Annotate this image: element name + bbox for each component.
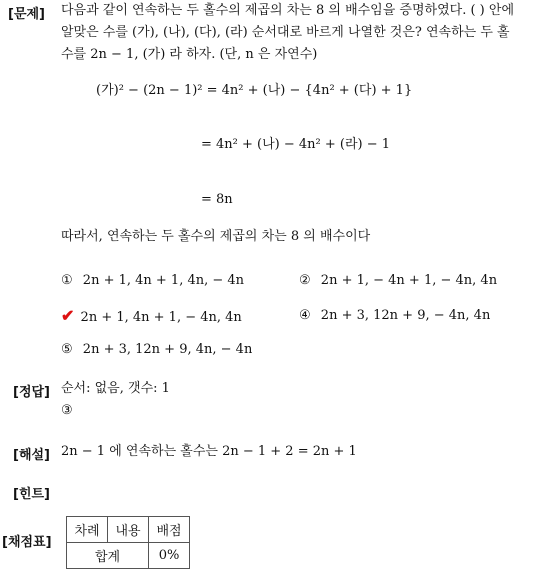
scoring-header-row	[67, 517, 190, 543]
choice-1[interactable]	[61, 270, 244, 292]
answer-order-text: 순서: 없음, 갯수: 1	[61, 381, 170, 396]
choice-3[interactable]	[61, 305, 242, 329]
equation-line-3: = 8n	[201, 192, 233, 207]
scoring-total-value: 0%	[149, 543, 190, 569]
scoring-header-content: 내용	[108, 517, 149, 543]
explanation-text: 2n − 1 에 연속하는 홀수는 2n − 1 + 2 = 2n + 1	[61, 444, 357, 459]
choice-3-text: 2n + 1, 4n + 1, − 4n, 4n	[80, 310, 242, 325]
scoring-header-points: 배점	[149, 517, 190, 543]
check-mark-icon: ✔	[61, 306, 75, 325]
choice-2[interactable]	[299, 270, 497, 292]
choice-5-text: 2n + 3, 12n + 9, 4n, − 4n	[82, 342, 253, 357]
choice-4[interactable]	[299, 305, 490, 327]
equation-line-2: = 4n² + (나) − 4n² + (라) − 1	[201, 137, 391, 152]
choice-5[interactable]	[61, 339, 252, 361]
explanation-label: [해설]	[13, 448, 50, 463]
equation-line-1: (가)² − (2n − 1)² = 4n² + (나) − {4n² + (다) + 1}	[96, 83, 413, 98]
scoring-table	[66, 516, 190, 569]
hint-label: [힌트]	[13, 487, 50, 502]
choice-1-mark: ①	[61, 273, 73, 288]
scoring-label: [채점표]	[2, 535, 52, 550]
choice-2-mark: ②	[299, 273, 311, 288]
answer-value: ③	[61, 403, 73, 418]
choice-5-mark: ⑤	[61, 342, 73, 357]
scoring-total-label: 합계	[67, 543, 149, 569]
choice-1-text: 2n + 1, 4n + 1, 4n, − 4n	[82, 273, 245, 288]
answer-label: [정답]	[13, 385, 50, 400]
choice-4-text: 2n + 3, 12n + 9, − 4n, 4n	[320, 308, 491, 323]
choice-2-text: 2n + 1, − 4n + 1, − 4n, 4n	[320, 273, 498, 288]
problem-line-1: 다음과 같이 연속하는 두 홀수의 제곱의 차는 8 의 배수임을 증명하였다. ( ) 안에	[61, 3, 515, 18]
problem-line-2: 알맞은 수를 (가), (나), (다), (라) 순서대로 바르게 나열한 것은? 연속하는 두 홀	[61, 25, 510, 40]
conclusion-text: 따라서, 연속하는 두 홀수의 제곱의 차는 8 의 배수이다	[61, 229, 371, 244]
problem-label: [문제]	[8, 7, 45, 22]
problem-line-3: 수를 2n − 1, (가) 라 하자. (단, n 은 자연수)	[61, 47, 318, 62]
scoring-table-wrap	[66, 516, 190, 569]
scoring-header-order: 차례	[67, 517, 108, 543]
choice-4-mark: ④	[299, 308, 311, 323]
